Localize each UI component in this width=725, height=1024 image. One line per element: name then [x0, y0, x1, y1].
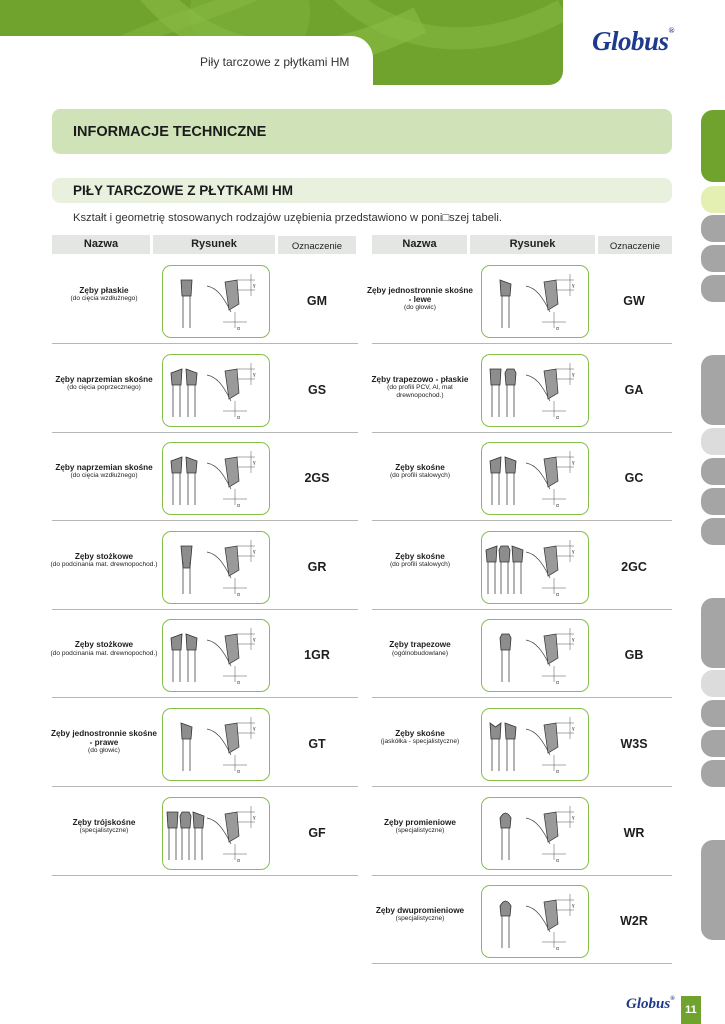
right-row-0-code: GW — [623, 294, 645, 308]
right-row-7-code: W2R — [620, 914, 648, 929]
svg-text:α: α — [237, 857, 240, 864]
svg-text:α: α — [237, 680, 240, 687]
logo-text: Globus — [592, 26, 669, 56]
tooth-description: (do podcinania mat. drewnopochod.) — [50, 649, 158, 657]
row-separator — [52, 520, 358, 521]
svg-text:γ: γ — [572, 371, 575, 378]
left-header-name: Nazwa — [52, 235, 150, 254]
tooth-alternate-icon — [162, 354, 270, 427]
left-row-5-code: GT — [308, 737, 326, 751]
row-separator — [372, 343, 672, 344]
left-row-2-name-cell — [49, 463, 159, 480]
tooth-description: (ogólnobudowlane) — [391, 649, 449, 657]
row-separator — [52, 609, 358, 610]
row-separator — [372, 697, 672, 698]
svg-text:γ: γ — [572, 726, 575, 732]
tooth-triple-icon — [162, 797, 270, 870]
svg-text:α: α — [237, 414, 240, 421]
svg-text:α: α — [556, 591, 559, 598]
tooth-bevel-triple-icon — [481, 531, 589, 604]
svg-text:γ: γ — [253, 283, 256, 289]
svg-text:γ: γ — [253, 814, 256, 821]
row-separator — [372, 963, 672, 964]
left-row-5-name-cell — [49, 729, 159, 755]
tooth-alternate-icon — [162, 442, 270, 515]
svg-text:α: α — [556, 680, 559, 687]
side-tab-6[interactable] — [701, 355, 725, 425]
right-header-name: Nazwa — [372, 235, 467, 254]
svg-text:γ: γ — [253, 548, 256, 555]
row-separator — [52, 432, 358, 433]
tooth-description: (do głowic) — [88, 747, 120, 755]
tooth-name: Zęby naprzemian skośne — [55, 463, 153, 473]
left-row-3-name-cell — [49, 552, 159, 569]
row-separator — [52, 875, 358, 876]
logo-registered-mark: ® — [668, 26, 675, 35]
section-bar — [52, 109, 672, 154]
tooth-swallowtail-icon — [481, 708, 589, 781]
right-row-4-name-cell — [365, 640, 475, 657]
svg-text:α: α — [237, 503, 240, 510]
row-separator — [52, 786, 358, 787]
tooth-name: Zęby skośne — [395, 551, 445, 561]
svg-text:γ: γ — [572, 548, 575, 555]
side-tab-4[interactable] — [701, 245, 725, 272]
side-tab-9[interactable] — [701, 488, 725, 515]
side-tab-11[interactable] — [701, 598, 725, 668]
tooth-radial-icon — [481, 797, 589, 870]
left-row-3-code: GR — [307, 559, 327, 574]
svg-text:γ: γ — [572, 903, 575, 910]
right-row-0-name-cell — [365, 286, 475, 312]
left-row-0-name-cell — [49, 286, 159, 303]
left-row-2-code: 2GS — [304, 471, 330, 486]
right-row-7-name-cell — [365, 906, 475, 923]
side-tab-10[interactable] — [701, 518, 725, 545]
side-tab-16[interactable] — [701, 840, 725, 940]
tooth-name: Zęby trapezowo - płaskie — [371, 374, 469, 384]
right-row-6-code: WR — [623, 825, 645, 840]
left-row-6-code: GF — [308, 825, 326, 840]
tooth-conical-alt-icon — [162, 619, 270, 692]
left-row-4-name-cell — [49, 640, 159, 657]
tooth-description: (specjalistyczne) — [395, 826, 445, 834]
tooth-name: Zęby skośne — [395, 463, 445, 473]
svg-text:γ: γ — [572, 283, 575, 289]
page-number: 11 — [681, 996, 701, 1024]
tooth-name: Zęby jednostronnie skośne - lewe — [366, 286, 473, 305]
tooth-description: (do cięcia wzdłużnego) — [70, 472, 138, 480]
tooth-name: Zęby płaskie — [79, 286, 129, 295]
right-row-2-code: GC — [624, 471, 644, 486]
side-tab-2[interactable] — [701, 186, 725, 213]
globus-logo — [592, 26, 674, 57]
svg-text:α: α — [556, 946, 559, 953]
row-separator — [372, 520, 672, 521]
right-row-2-name-cell — [365, 463, 475, 480]
tooth-double-radial-icon — [481, 885, 589, 958]
footer-logo — [626, 996, 675, 1013]
tooth-single-bevel-icon — [481, 265, 589, 338]
intro-text: Kształt i geometrię stosowanych rodzajów uzębienia przedstawiono w poni□szej tabeli. — [73, 212, 502, 224]
svg-text:α: α — [237, 769, 240, 775]
tooth-description: (do profili stalowych) — [389, 561, 451, 568]
svg-text:γ: γ — [253, 460, 256, 467]
section-title: INFORMACJE TECHNICZNE — [73, 124, 267, 140]
svg-text:γ: γ — [572, 637, 575, 644]
svg-text:α: α — [556, 326, 559, 332]
svg-text:α: α — [237, 591, 240, 598]
svg-text:α: α — [556, 857, 559, 864]
row-separator — [52, 697, 358, 698]
tooth-description: (do profili PCV, Al, mat drewnopochod.) — [387, 383, 453, 399]
svg-text:γ: γ — [572, 814, 575, 821]
svg-text:α: α — [237, 326, 240, 332]
tooth-description: (do cięcia wzdłużnego) — [70, 295, 138, 303]
side-tab-5[interactable] — [701, 275, 725, 302]
row-separator — [52, 343, 358, 344]
tooth-trapezoid-flat-icon — [481, 354, 589, 427]
left-header-drawing: Rysunek — [153, 235, 275, 254]
right-row-1-name-cell — [365, 375, 475, 400]
left-row-4-code: 1GR — [304, 648, 330, 663]
row-separator — [372, 875, 672, 876]
svg-text:α: α — [556, 769, 559, 775]
header-subtitle: Piły tarczowe z płytkami HM — [200, 55, 350, 69]
right-row-4-code: GB — [624, 648, 644, 663]
right-row-1-code: GA — [624, 382, 644, 397]
tooth-description: (specjalistyczne) — [79, 826, 129, 834]
tooth-single-bevel-icon — [162, 708, 270, 781]
svg-text:α: α — [556, 503, 559, 510]
side-tab-12[interactable] — [701, 670, 725, 697]
tooth-flat-icon — [162, 265, 270, 338]
tooth-description: (do głowic) — [404, 304, 436, 312]
row-separator — [372, 609, 672, 610]
side-tab-14[interactable] — [701, 730, 725, 757]
footer-logo-registered-mark: ® — [670, 996, 675, 1002]
tooth-name: Zęby stożkowe — [74, 551, 134, 561]
side-tab-15[interactable] — [701, 760, 725, 787]
tooth-name: Zęby trójskośne — [72, 817, 136, 827]
tooth-name: Zęby dwupromieniowe — [375, 906, 465, 916]
svg-text:γ: γ — [253, 637, 256, 644]
subsection-title: PIŁY TARCZOWE Z PŁYTKAMI HM — [73, 183, 293, 198]
side-tab-3[interactable] — [701, 215, 725, 242]
svg-text:α: α — [556, 414, 559, 421]
tooth-description: (jaskółka - specjalistyczne) — [380, 738, 460, 746]
right-header-code: Oznaczenie — [598, 236, 672, 254]
tooth-description: (do podcinania mat. drewnopochod.) — [50, 561, 158, 568]
tooth-description: (do profili stalowych) — [389, 472, 451, 480]
tooth-name: Zęby trapezowe — [389, 640, 451, 650]
left-row-6-name-cell — [49, 818, 159, 835]
tooth-name: Zęby jednostronnie skośne - prawe — [50, 729, 157, 748]
tooth-trapezoid-icon — [481, 619, 589, 692]
right-row-5-code: W3S — [620, 737, 648, 751]
footer-logo-text: Globus — [626, 996, 671, 1012]
row-separator — [372, 786, 672, 787]
tooth-conical-icon — [162, 531, 270, 604]
tooth-name: Zęby naprzemian skośne — [55, 374, 153, 384]
right-row-3-name-cell — [365, 552, 475, 569]
tooth-name: Zęby skośne — [395, 729, 445, 738]
right-row-6-name-cell — [365, 818, 475, 835]
svg-text:γ: γ — [253, 726, 256, 732]
tooth-name: Zęby promieniowe — [384, 817, 456, 827]
right-row-5-name-cell — [365, 729, 475, 746]
side-tab-13[interactable] — [701, 700, 725, 727]
side-tab-8[interactable] — [701, 458, 725, 485]
row-separator — [372, 432, 672, 433]
tooth-name: Zęby stożkowe — [74, 640, 134, 650]
left-row-1-code: GS — [307, 382, 327, 397]
tooth-description: (specjalistyczne) — [395, 915, 445, 923]
side-tab-7[interactable] — [701, 428, 725, 455]
svg-text:γ: γ — [253, 371, 256, 378]
tooth-description: (do cięcia poprzecznego) — [67, 383, 141, 391]
side-tab-1[interactable] — [701, 110, 725, 182]
left-row-1-name-cell — [49, 375, 159, 392]
svg-text:γ: γ — [572, 460, 575, 467]
subsection-bar — [52, 178, 672, 203]
left-row-0-code: GM — [306, 294, 328, 308]
left-header-code: Oznaczenie — [278, 236, 356, 254]
right-row-3-code: 2GC — [621, 559, 647, 574]
right-header-drawing: Rysunek — [470, 235, 595, 254]
tooth-bevel-icon — [481, 442, 589, 515]
